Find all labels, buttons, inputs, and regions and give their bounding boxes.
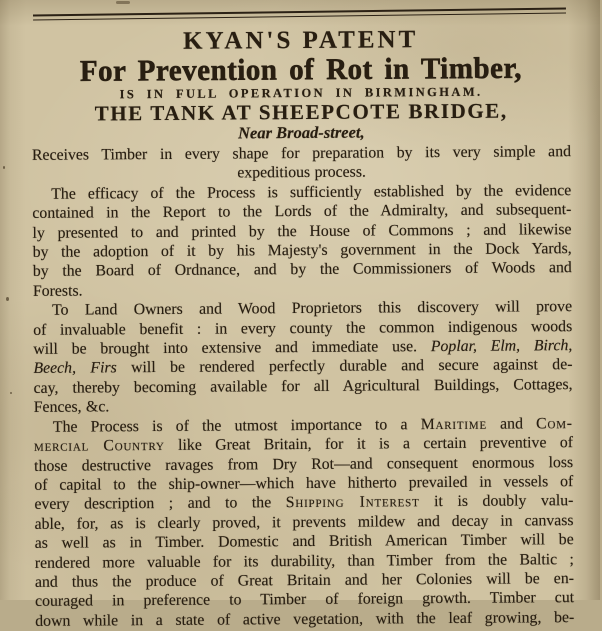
body-text-run: rendered more valuable for its durability, than Timber from the Baltic ;: [34, 550, 574, 572]
body-text-run: of invaluable benefit : in every county the common indigenous woods: [33, 317, 573, 339]
tank-line: THE TANK AT SHEEPCOTE BRIDGE,: [94, 98, 508, 126]
body-text-run: and: [486, 415, 537, 433]
paragraph-line: [33, 259, 572, 282]
paragraph-line: [34, 375, 573, 398]
paragraph: [34, 414, 574, 631]
paragraph: [32, 181, 572, 301]
body-text-run: able, for, as is clearly proved, it prevents mildew and decay in canvass: [34, 511, 574, 533]
italic-text: Beech, Firs: [33, 359, 117, 378]
body-text-run: To Land Owners and Wood Proprietors this discovery will prove: [52, 298, 573, 319]
body-text-run: will be brought into extensive and immediate use.: [33, 338, 431, 358]
body-text-run: as well as in Timber. Domestic and British American Timber will be: [34, 531, 574, 552]
paragraphs-container: [32, 181, 574, 631]
body-text-run: and thus the produce of Great Britain and her Colonies will be en-: [34, 570, 575, 591]
body-text-run: The Process is of the utmost importance to a: [52, 415, 421, 436]
body-text-run: of capital to the ship-owner—which have hitherto prevailed in vessels of: [34, 473, 574, 494]
location-line: Near Broad-street,: [238, 122, 365, 143]
smallcaps-text: mercial Country: [33, 437, 165, 455]
body-text-run: by the adoption of it by his Majesty's government in the Dock Yards,: [32, 240, 572, 261]
body-text-run: down while in a state of active vegetation, with the leaf growing, be-: [35, 608, 575, 630]
masthead-rule: [33, 8, 566, 21]
body-text-run: every description ; and to the: [34, 494, 286, 514]
body-text-run: like Great Britain, for it is a certain preventive of: [164, 434, 574, 455]
operation-line: IS IN FULL OPERATION IN BIRMINGHAM.: [119, 84, 483, 102]
body-text-run: ly presented to and printed by the House of Commons ; and likewise: [32, 220, 572, 242]
body-text-run: couraged in preference to Timber of foreign growth. Timber cut: [35, 589, 575, 611]
body-text-run: it is doubly valu-: [419, 492, 574, 511]
intro-line-2: expeditious process.: [237, 163, 366, 182]
body-text-run: those destructive ravages from Dry Rot—and consequent enormous loss: [34, 453, 574, 475]
body-text-run: by the Board of Ordnance, and by the Commissioners of Woods and: [32, 259, 572, 281]
smallcaps-text: Shipping Interest: [285, 493, 420, 512]
page-subtitle: For Prevention of Rot in Timber,: [79, 51, 523, 89]
body-text-run: The efficacy of the Process is sufficiently established by the evidence: [51, 181, 572, 203]
body-text-run: cay, thereby becoming available for all Agricultural Buildings, Cottages,: [33, 375, 573, 397]
body-text-run: will be rendered perfectly durable and secure against de-: [116, 356, 573, 377]
body-text-run: contained in the Report to the Lords of the Admiralty, and subsequent-: [32, 201, 572, 223]
italic-text: Poplar, Elm, Birch,: [430, 337, 573, 356]
paragraph: [33, 297, 573, 417]
paragraph-line: [35, 608, 574, 631]
smallcaps-text: Com-: [536, 414, 573, 433]
page-title: KYAN'S PATENT: [183, 26, 419, 55]
intro-line-1: Receives Timber in every shape for preparation by its very simple and: [31, 143, 572, 164]
body-text-run: Fences, &c.: [33, 398, 110, 417]
smallcaps-text: Maritime: [420, 415, 488, 433]
body-text-run: Forests.: [32, 282, 83, 300]
document-body: [32, 142, 574, 631]
